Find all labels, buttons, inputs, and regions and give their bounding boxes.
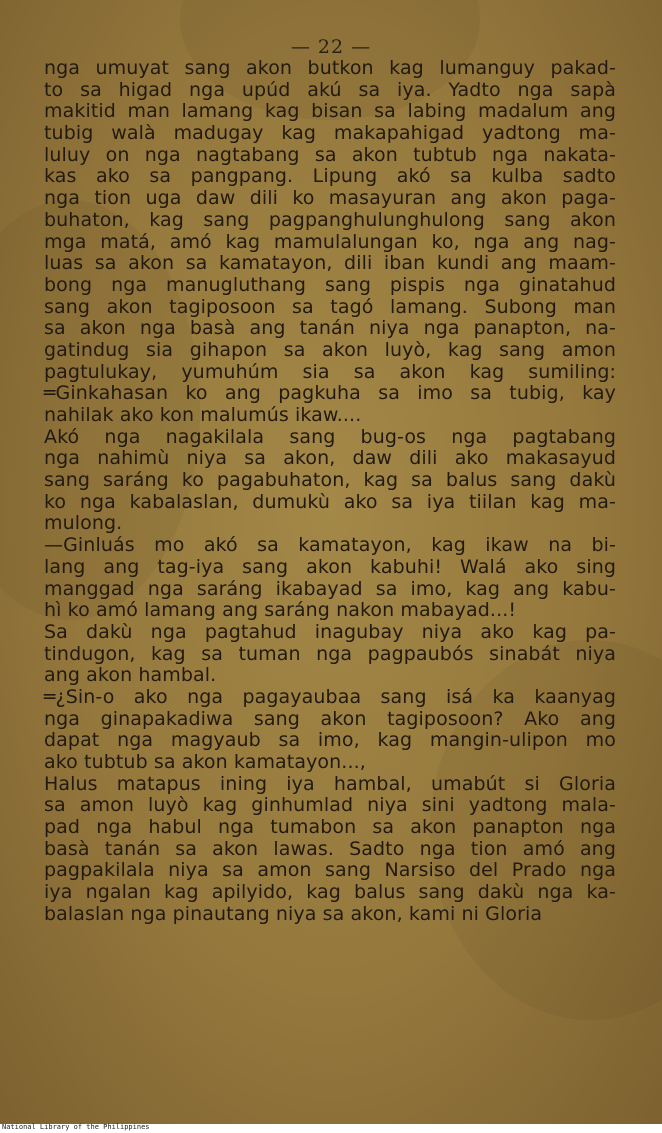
text-line: Sa dakù nga pagtahud inagubay niya ako kag pa- [44,620,616,643]
text-line: bong nga manugluthang sang pispis nga ginatahud [44,273,616,296]
text-line: ═Ginkahasan ko ang pagkuha sa imo sa tubig, kay [44,382,616,405]
text-line: sa amon luyò kag ginhumlad niya sini yadtong mala- [44,794,616,817]
text-line: sang akon tagiposoon sa tagó lamang. Subong man [44,295,616,318]
text-line: mulong. [44,512,123,535]
text-line: basà tanán sa akon lawas. Sadto nga tion amó ang [44,837,616,860]
text-line: nga nahimù niya sa akon, daw dili ako makasayud [44,447,616,470]
text-line: manggad nga saráng ikabayad sa imo, kag ang kabu- [44,577,616,600]
text-line: nga tion uga daw dili ko masayuran ang akon paga- [44,187,616,210]
text-line: luluy on nga nagtabang sa akon tubtub nga nakata- [44,143,616,166]
text-line: sa akon nga basà ang tanán niya nga panapton, na- [44,317,616,340]
text-line: sang saráng ko pagabuhaton, kag sa balus sang dakù [44,469,616,492]
page-number: — 22 — [290,36,372,58]
text-line: makitid man lamang kag bisan sa labing madalum ang [44,100,616,123]
text-line: gatindug sia gihapon sa akon luyò, kag sang amon [44,338,616,361]
text-line: to sa higad nga upúd akú sa iya. Yadto nga sapà [44,78,616,101]
page-body-text [44,58,616,926]
text-line: balaslan nga pinautang niya sa akon, kami ni Gloria [44,902,543,925]
text-line: kas ako sa pangpang. Lipung akó sa kulba sadto [44,165,616,188]
library-attribution: National Library of the Philippines [2,1123,150,1131]
text-line: pagpakilala niya sa amon sang Narsiso del Prado nga [44,859,616,882]
footer-bar [0,1124,662,1133]
text-line: Akó nga nagakilala sang bug-os nga pagtabang [44,425,616,448]
text-line: ako tubtub sa akon kamatayon..., [44,751,366,773]
text-line: iya ngalan kag apilyido, kag balus sang dakù nga ka- [44,881,616,904]
text-line: luas sa akon sa kamatayon, dili iban kundi ang maam- [44,252,616,275]
text-line: ang akon hambal. [44,664,217,687]
text-line: —Ginluás mo akó sa kamatayon, kag ikaw na bi- [44,534,616,557]
text-line: nahilak ako kon malumús ikaw.... [44,404,362,426]
text-line: Halus matapus ining iya hambal, umabút si Gloria [44,772,616,795]
text-line: ═¿Sin-o ako nga pagayaubaa sang isá ka kaanyag [44,685,616,708]
text-line: dapat nga magyaub sa imo, kag mangin-ulipon mo [44,729,616,752]
text-line: lang ang tag-iya sang akon kabuhi! Walá ako sing [44,555,616,578]
text-line: tubig walà madugay kag makapahigad yadtong ma- [44,122,616,145]
text-line: nga umuyat sang akon butkon kag lumanguy pakad- [44,57,616,79]
text-line: buhaton, kag sang pagpanghulunghulong sang akon [44,208,616,231]
text-line: nga ginapakadiwa sang akon tagiposoon? Ako ang [44,707,616,730]
text-line: mga matá, amó kag mamulalungan ko, nga ang nag- [44,230,616,253]
text-line: ko nga kabalaslan, dumukù ako sa iya tiilan kag ma- [44,490,616,513]
text-line: pagtulukay, yumuhúm sia sa akon kag sumiling: [44,360,616,383]
text-line: pad nga habul nga tumabon sa akon panapton nga [44,816,616,839]
text-line: hì ko amó lamang ang saráng nakon mabayad...! [44,599,517,622]
text-line: tindugon, kag sa tuman nga pagpaubós sinabát niya [44,642,616,665]
